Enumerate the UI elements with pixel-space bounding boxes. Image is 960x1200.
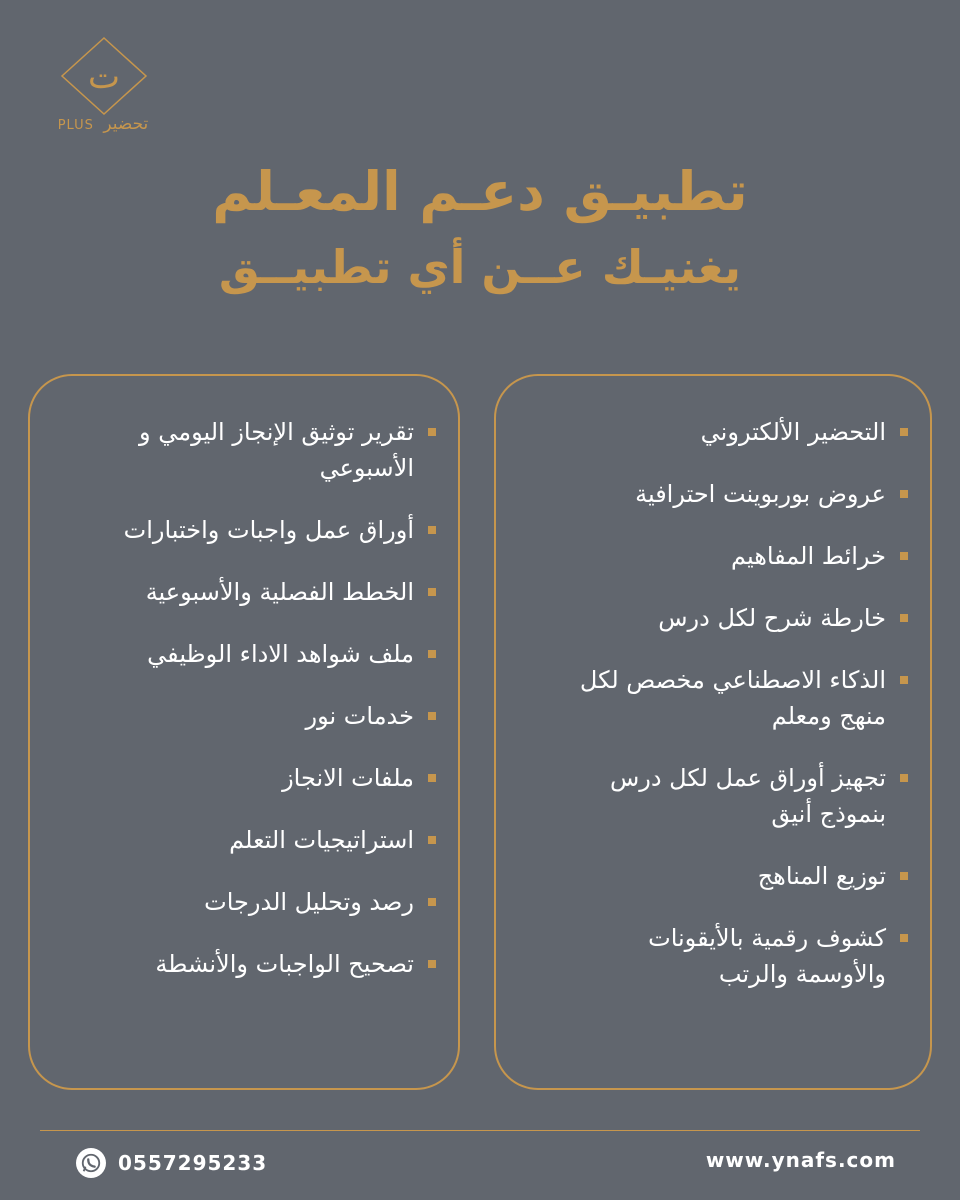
feature-text xyxy=(146,574,414,610)
feature-text-line: الخطط الفصلية والأسبوعية xyxy=(145,578,414,606)
feature-text-line: تقرير توثيق الإنجاز اليومي و xyxy=(138,418,414,446)
logo-letter: ت xyxy=(87,57,121,97)
feature-item xyxy=(48,884,436,920)
feature-item xyxy=(48,946,436,982)
feature-text-line: عروض بوربوينت احترافية xyxy=(635,480,886,508)
brand-name xyxy=(38,114,168,134)
feature-text xyxy=(155,946,414,982)
features-list-right xyxy=(514,414,908,1018)
square-bullet-icon xyxy=(900,428,908,436)
brand-plus: PLUS xyxy=(57,118,94,133)
feature-text-line: خدمات نور xyxy=(305,702,414,730)
square-bullet-icon xyxy=(428,898,436,906)
features-panel-left xyxy=(28,374,460,1090)
square-bullet-icon xyxy=(428,650,436,658)
feature-item xyxy=(514,920,908,992)
feature-item xyxy=(514,414,908,450)
feature-text xyxy=(658,600,886,636)
feature-item xyxy=(48,636,436,672)
feature-text-line: ملف شواهد الاداء الوظيفي xyxy=(147,640,414,668)
feature-item xyxy=(514,858,908,894)
square-bullet-icon xyxy=(428,774,436,782)
square-bullet-icon xyxy=(900,552,908,560)
footer-divider xyxy=(40,1130,920,1131)
feature-text-line: والأوسمة والرتب xyxy=(718,960,886,988)
feature-text xyxy=(306,698,415,734)
feature-text-line: الأسبوعي xyxy=(319,454,414,482)
square-bullet-icon xyxy=(900,490,908,498)
feature-item xyxy=(48,574,436,610)
feature-text-line: أوراق عمل واجبات واختبارات xyxy=(123,516,414,544)
feature-text xyxy=(610,760,886,832)
feature-text-line: منهج ومعلم xyxy=(771,702,886,730)
feature-item xyxy=(48,414,436,486)
feature-item xyxy=(514,600,908,636)
feature-text-line: تجهيز أوراق عمل لكل درس xyxy=(609,764,886,792)
feature-text xyxy=(648,920,886,992)
feature-text xyxy=(282,760,414,796)
square-bullet-icon xyxy=(900,872,908,880)
phone-number: 0557295233 xyxy=(118,1151,268,1175)
feature-text xyxy=(701,414,886,450)
feature-text-line: التحضير الألكتروني xyxy=(700,418,886,446)
feature-text-line: استراتيجيات التعلم xyxy=(229,826,414,854)
square-bullet-icon xyxy=(428,712,436,720)
feature-item xyxy=(48,698,436,734)
brand-logo xyxy=(38,36,168,146)
feature-text-line: تصحيح الواجبات والأنشطة xyxy=(155,950,414,978)
whatsapp-icon xyxy=(76,1148,106,1178)
feature-text xyxy=(124,512,414,548)
feature-item xyxy=(48,822,436,858)
feature-text-line: الذكاء الاصطناعي مخصص لكل xyxy=(579,666,886,694)
feature-item xyxy=(514,476,908,512)
square-bullet-icon xyxy=(428,588,436,596)
page-title: تطبيـق دعـم المعـلم xyxy=(212,160,748,223)
feature-item xyxy=(514,760,908,832)
brand-name-ar: تحضير xyxy=(103,114,149,134)
feature-text-line: كشوف رقمية بالأيقونات xyxy=(648,924,886,952)
feature-text-line: خرائط المفاهيم xyxy=(730,542,886,570)
feature-text xyxy=(204,884,414,920)
square-bullet-icon xyxy=(428,960,436,968)
square-bullet-icon xyxy=(900,934,908,942)
feature-text xyxy=(580,662,886,734)
feature-text xyxy=(229,822,414,858)
feature-item xyxy=(48,760,436,796)
feature-text-line: ملفات الانجاز xyxy=(282,764,414,792)
feature-text-line: توزيع المناهج xyxy=(757,862,886,890)
feature-text-line: خارطة شرح لكل درس xyxy=(658,604,886,632)
features-panel-right xyxy=(494,374,932,1090)
website-link[interactable]: www.ynafs.com xyxy=(705,1148,896,1172)
square-bullet-icon xyxy=(900,676,908,684)
logo-diamond-icon xyxy=(60,36,148,116)
page-subtitle: يغنيـك عــن أي تطبيــق xyxy=(218,240,742,294)
feature-text-line: رصد وتحليل الدرجات xyxy=(204,888,414,916)
contact-phone[interactable] xyxy=(76,1148,267,1178)
feature-text xyxy=(139,414,414,486)
square-bullet-icon xyxy=(900,614,908,622)
feature-text-line: بنموذج أنيق xyxy=(771,800,886,828)
square-bullet-icon xyxy=(428,836,436,844)
feature-text xyxy=(635,476,886,512)
features-list-left xyxy=(48,414,436,1008)
feature-item xyxy=(514,662,908,734)
feature-text xyxy=(147,636,414,672)
feature-item xyxy=(48,512,436,548)
feature-text xyxy=(758,858,886,894)
feature-text xyxy=(731,538,886,574)
square-bullet-icon xyxy=(900,774,908,782)
square-bullet-icon xyxy=(428,428,436,436)
feature-item xyxy=(514,538,908,574)
square-bullet-icon xyxy=(428,526,436,534)
